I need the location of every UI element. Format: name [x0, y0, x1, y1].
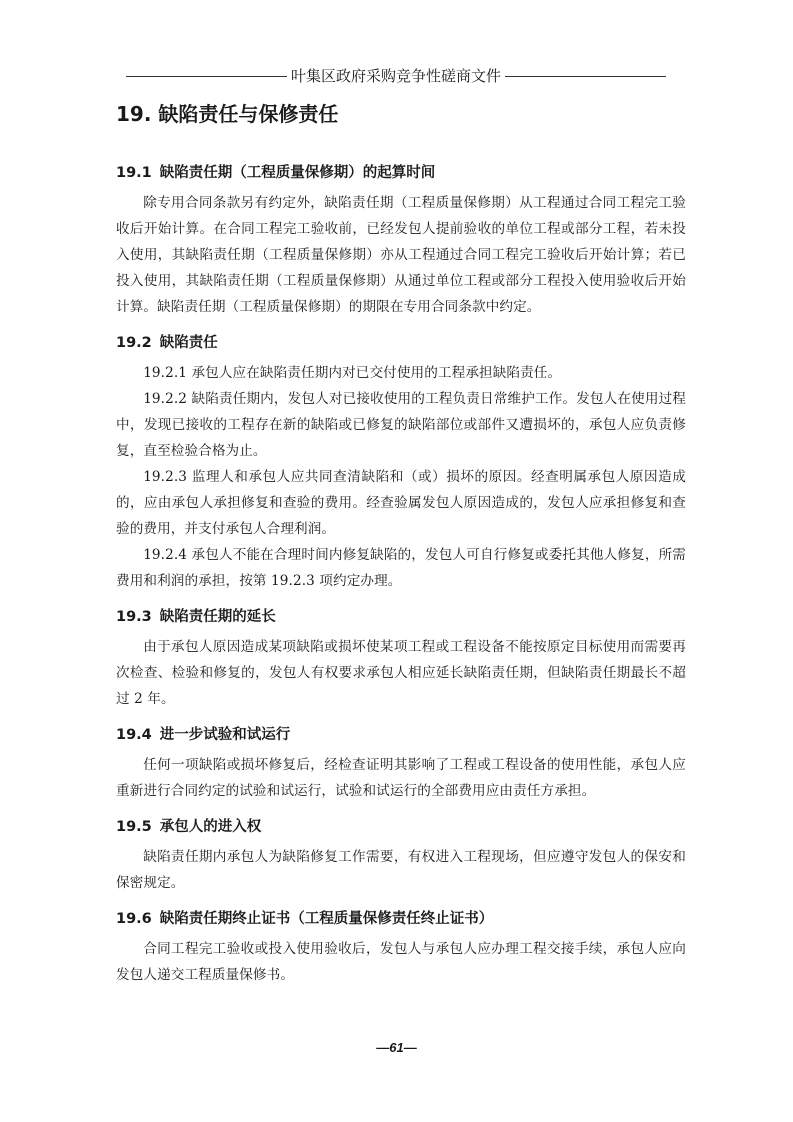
section-heading: [116, 724, 686, 746]
document-body: [116, 96, 686, 988]
section-19-4: [116, 724, 686, 804]
header-title: 叶集区政府采购竞争性磋商文件: [291, 67, 502, 85]
section-19-5: [116, 816, 686, 896]
section-heading: [116, 816, 686, 838]
section-number: 19.6: [116, 911, 152, 927]
section-number: 19.5: [116, 819, 152, 835]
paragraph: 任何一项缺陷或损坏修复后，经检查证明其影响了工程或工程设备的使用性能，承包人应重新进行合同约定的试验和试运行，试验和试运行的全部费用应由责任方承担。: [116, 757, 686, 799]
section-title: 缺陷责任期（工程质量保修期）的起算时间: [159, 165, 436, 181]
section-number: 19.2: [116, 335, 152, 351]
header-rule-left: [126, 76, 287, 77]
section-number: 19.4: [116, 727, 152, 743]
section-heading: [116, 332, 686, 354]
paragraph: 合同工程完工验收或投入使用验收后，发包人与承包人应办理工程交接手续，承包人应向发包人递交工程质量保修书。: [116, 941, 686, 983]
chapter-title: 19. 缺陷责任与保修责任: [116, 102, 339, 126]
paragraph: 19.2.3 监理人和承包人应共同查清缺陷和（或）损坏的原因。经查明属承包人原因造成的，应由承包人承担修复和查验的费用。经查验属发包人原因造成的，发包人应承担修复和查验的费用，并支付承包人合理利润。: [116, 469, 686, 537]
section-19-2: [116, 332, 686, 594]
paragraph: 由于承包人原因造成某项缺陷或损坏使某项工程或工程设备不能按原定目标使用而需要再次检查、检验和修复的，发包人有权要求承包人相应延长缺陷责任期，但缺陷责任期最长不超过 2 年。: [116, 639, 686, 707]
section-heading: [116, 908, 686, 930]
section-number: 19.3: [116, 609, 152, 625]
paragraph: 19.2.1 承包人应在缺陷责任期内对已交付使用的工程承担缺陷责任。: [143, 365, 562, 381]
header-rule-right: [505, 76, 666, 77]
section-title: 缺陷责任期的延长: [159, 609, 276, 625]
paragraph: 19.2.4 承包人不能在合理时间内修复缺陷的，发包人可自行修复或委托其他人修复，所需费用和利润的承担，按第 19.2.3 项约定办理。: [116, 547, 686, 589]
section-heading: [116, 162, 686, 184]
document-header: [122, 66, 670, 86]
page-number: —61—: [376, 1040, 417, 1055]
section-title: 缺陷责任: [159, 335, 218, 351]
section-heading: [116, 606, 686, 628]
paragraph: 除专用合同条款另有约定外，缺陷责任期（工程质量保修期）从工程通过合同工程完工验收后开始计算。在合同工程完工验收前，已经发包人提前验收的单位工程或部分工程，若未投入使用，其缺陷责任期（工程质量保修期）亦从工程通过合同工程完工验收后开始计算；若已投入使用，其缺陷责任期（工程质量保修期）从通过单位工程或部分工程投入使用验收后开始计算。缺陷责任期（工程质量保修期）的期限在专用合同条款中约定。: [116, 195, 686, 315]
section-title: 承包人的进入权: [159, 819, 262, 835]
section-title: 缺陷责任期终止证书（工程质量保修责任终止证书）: [159, 911, 494, 927]
section-number: 19.1: [116, 165, 152, 181]
section-title: 进一步试验和试运行: [159, 727, 291, 743]
section-19-6: [116, 908, 686, 988]
section-19-1: [116, 162, 686, 320]
paragraph: 缺陷责任期内承包人为缺陷修复工作需要，有权进入工程现场，但应遵守发包人的保安和保密规定。: [116, 849, 686, 891]
paragraph: 19.2.2 缺陷责任期内，发包人对已接收使用的工程负责日常维护工作。发包人在使用过程中，发现已接收的工程存在新的缺陷或已修复的缺陷部位或部件又遭损坏的，承包人应负责修复，直至检验合格为止。: [116, 391, 686, 459]
section-19-3: [116, 606, 686, 712]
